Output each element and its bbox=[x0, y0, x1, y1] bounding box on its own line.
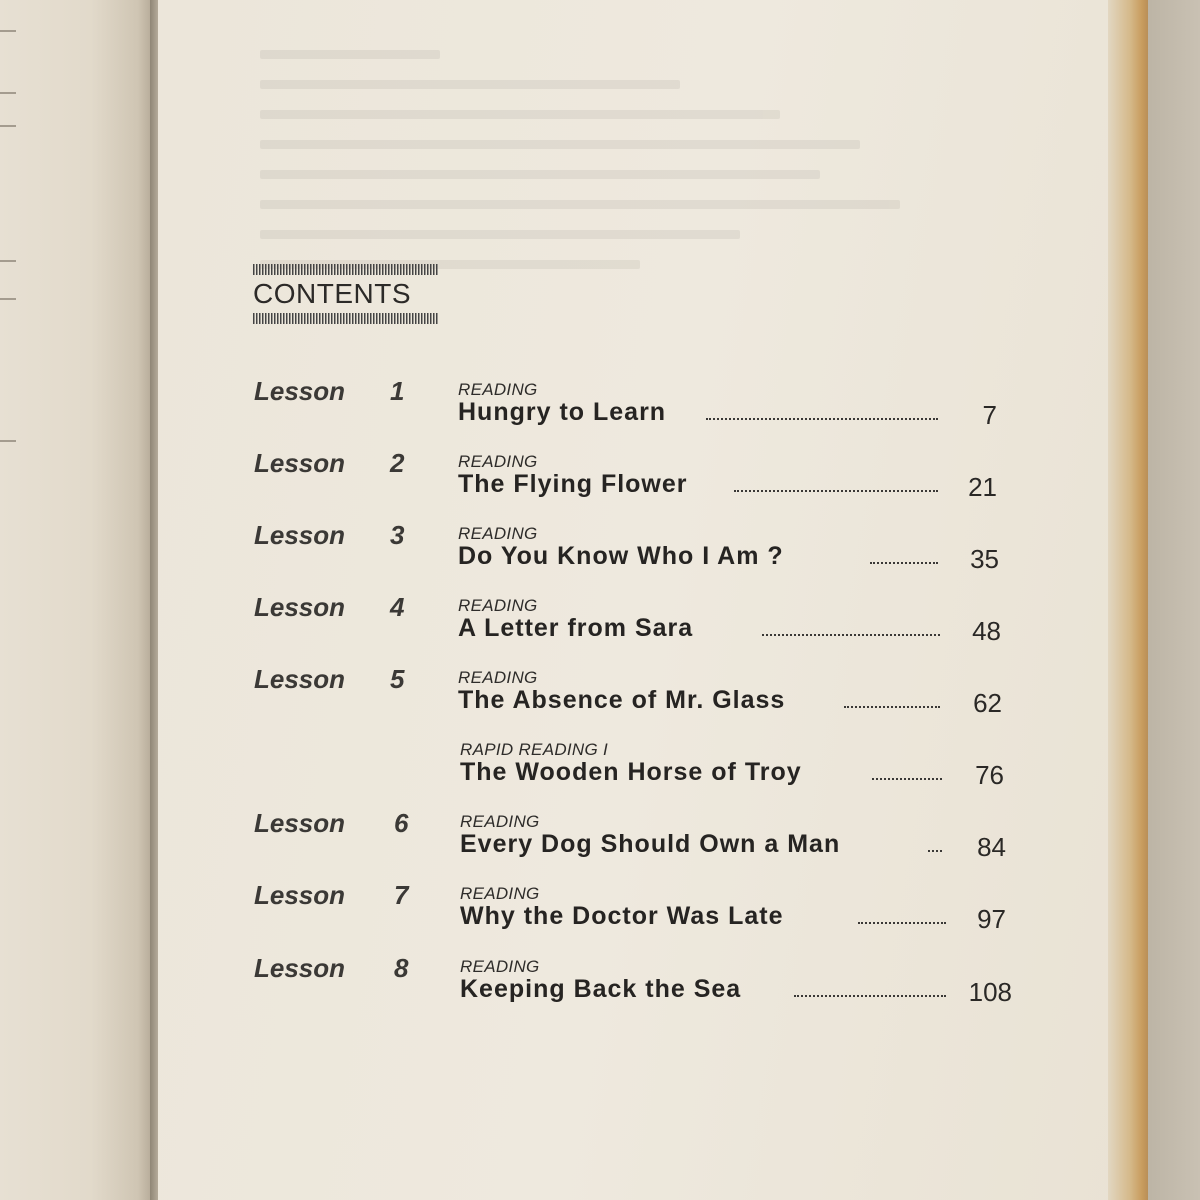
contents-heading bbox=[253, 262, 441, 328]
page-number: 35 bbox=[970, 544, 999, 574]
backdrop bbox=[1146, 0, 1200, 1200]
lesson-number: 4 bbox=[390, 592, 405, 622]
toc-entry-lesson-2[interactable] bbox=[0, 448, 1100, 508]
entry-title: Every Dog Should Own a Man bbox=[460, 830, 841, 858]
lesson-label: Lesson bbox=[254, 808, 346, 838]
lesson-number: 3 bbox=[390, 520, 405, 550]
toc-entry-rapid-reading-1[interactable] bbox=[0, 736, 1100, 796]
lesson-number: 6 bbox=[394, 808, 409, 838]
lesson-label: Lesson bbox=[254, 448, 346, 478]
entry-title: The Flying Flower bbox=[458, 470, 688, 498]
lesson-label: Lesson bbox=[254, 953, 346, 983]
dot-leader bbox=[794, 995, 946, 997]
toc-entry-lesson-3[interactable] bbox=[0, 520, 1100, 580]
lesson-label: Lesson bbox=[254, 520, 346, 550]
dot-leader bbox=[734, 490, 938, 492]
lesson-number: 5 bbox=[390, 664, 405, 694]
page-number: 76 bbox=[975, 760, 1004, 790]
lesson-label: Lesson bbox=[254, 880, 346, 910]
lesson-label: Lesson bbox=[254, 376, 346, 406]
reading-tag: READING bbox=[458, 596, 538, 615]
toc-entry-lesson-7[interactable] bbox=[0, 880, 1100, 940]
page-number: 97 bbox=[977, 904, 1006, 934]
entry-title: The Wooden Horse of Troy bbox=[460, 758, 802, 786]
lesson-number: 2 bbox=[390, 448, 405, 478]
lesson-number: 8 bbox=[394, 953, 409, 983]
page-number: 108 bbox=[968, 977, 1012, 1007]
dot-leader bbox=[762, 634, 940, 636]
toc-entry-lesson-8[interactable] bbox=[0, 953, 1100, 1013]
dot-leader bbox=[872, 778, 942, 780]
page-number: 62 bbox=[973, 688, 1002, 718]
entry-title: A Letter from Sara bbox=[458, 614, 694, 642]
toc-entry-lesson-5[interactable] bbox=[0, 664, 1100, 724]
reading-tag: READING bbox=[458, 668, 538, 687]
lesson-number: 7 bbox=[394, 880, 409, 910]
reading-tag: READING bbox=[458, 380, 538, 399]
entry-title: The Absence of Mr. Glass bbox=[458, 686, 786, 714]
reading-tag: READING bbox=[460, 957, 540, 976]
contents-title: CONTENTS bbox=[253, 278, 411, 309]
reading-tag: READING bbox=[458, 524, 538, 543]
dot-leader bbox=[870, 562, 938, 564]
entry-title: Keeping Back the Sea bbox=[460, 975, 742, 1003]
heading-rule-top bbox=[253, 264, 439, 275]
toc-entry-lesson-6[interactable] bbox=[0, 808, 1100, 868]
toc-entry-lesson-4[interactable] bbox=[0, 592, 1100, 652]
entry-title: Do You Know Who I Am ? bbox=[458, 542, 784, 570]
entry-title: Hungry to Learn bbox=[458, 398, 667, 426]
page-number: 84 bbox=[977, 832, 1006, 862]
dot-leader bbox=[706, 418, 938, 420]
lesson-label: Lesson bbox=[254, 664, 346, 694]
lesson-number: 1 bbox=[390, 376, 405, 406]
lesson-label: Lesson bbox=[254, 592, 346, 622]
dot-leader bbox=[858, 922, 946, 924]
page-edge bbox=[1108, 0, 1148, 1200]
entry-title: Why the Doctor Was Late bbox=[460, 902, 784, 930]
page-number: 21 bbox=[968, 472, 997, 502]
reading-tag: READING bbox=[458, 452, 538, 471]
dot-leader bbox=[844, 706, 940, 708]
dot-leader bbox=[928, 850, 942, 852]
page-number: 7 bbox=[982, 400, 997, 430]
page-number: 48 bbox=[972, 616, 1001, 646]
reading-tag: READING bbox=[460, 884, 540, 903]
reading-tag: RAPID READING I bbox=[460, 740, 609, 759]
reading-tag: READING bbox=[460, 812, 540, 831]
show-through-text bbox=[240, 40, 1000, 300]
heading-rule-bottom bbox=[253, 313, 439, 324]
toc-entry-lesson-1[interactable] bbox=[0, 376, 1100, 436]
